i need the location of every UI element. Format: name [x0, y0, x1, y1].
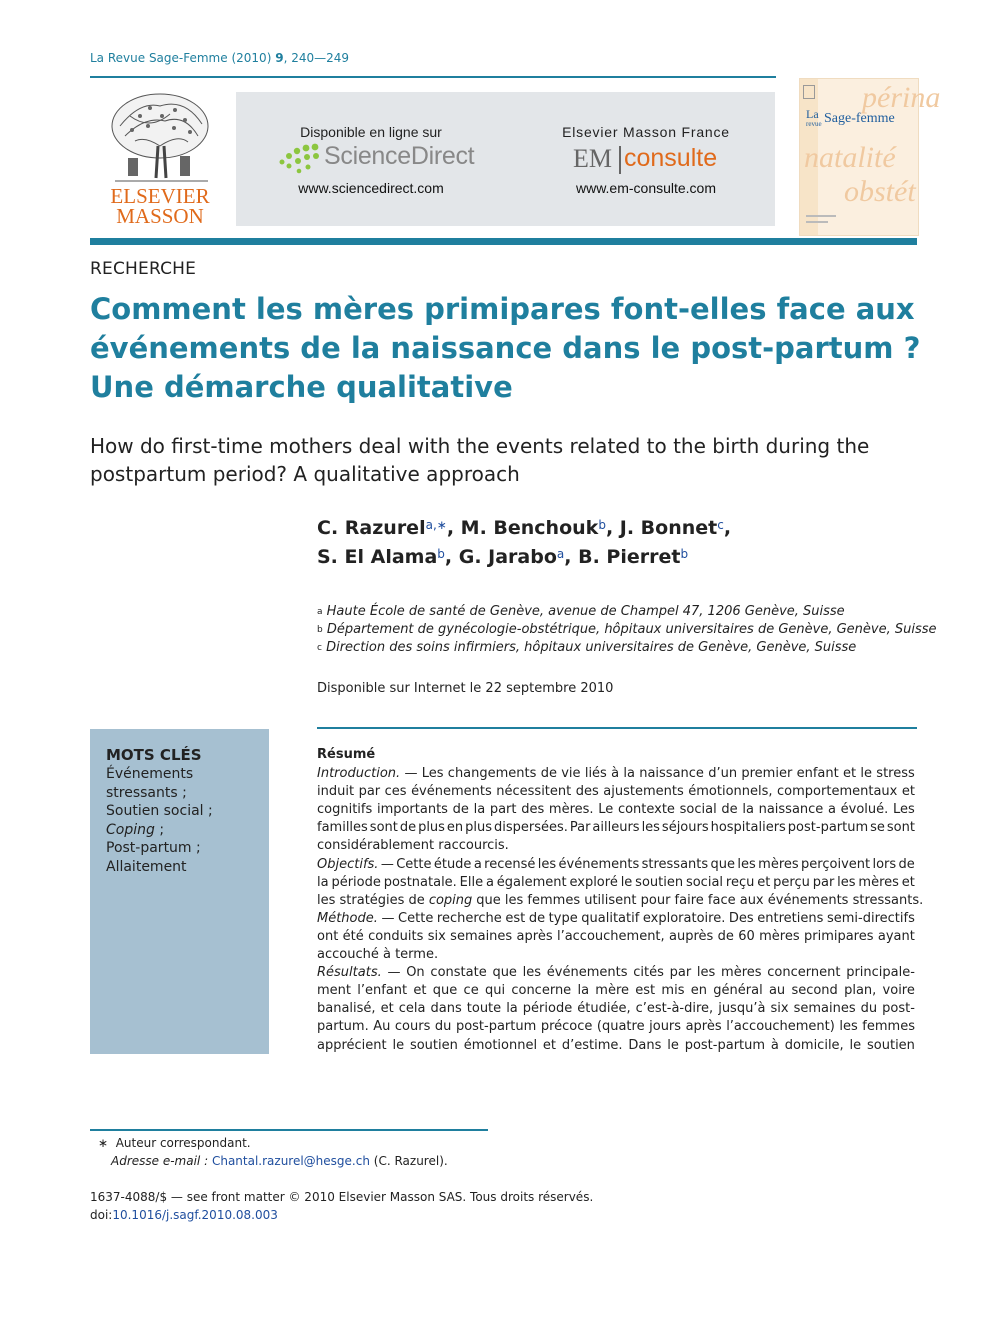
abstract-line: induit par ces événements nécessitent des ajustements émotionnels, comportementaux et: [317, 784, 915, 800]
affiliation-item: [317, 603, 937, 621]
keyword-item: Coping: [106, 821, 155, 838]
sd-heading: Disponible en ligne sur: [300, 124, 442, 140]
abstract: [317, 746, 924, 1055]
author-affil-sup[interactable]: b: [437, 547, 445, 561]
abstract-italic-coping: coping: [428, 892, 473, 908]
cover-bg-word-2: natalité: [804, 141, 896, 174]
affiliations: [317, 603, 937, 657]
footnote-email-suffix: (C. Razurel).: [373, 1154, 448, 1168]
title-line: événements de la naissance dans le post-partum ?: [90, 331, 921, 365]
author-affil-sup[interactable]: a,∗: [425, 518, 447, 532]
abstract-text: les stratégies de: [317, 892, 425, 908]
author-name[interactable]: , J. Bonnet: [605, 517, 718, 539]
keyword-item: Soutien social ;: [106, 803, 213, 819]
affiliation-sup: a: [317, 607, 323, 617]
footnote-email-label: Adresse e-mail :: [111, 1154, 209, 1168]
author-affil-sup[interactable]: b: [680, 547, 689, 561]
subtitle-line: How do first-time mothers deal with the events related to the birth during the: [90, 434, 870, 458]
footnote-author-label: Auteur correspondant.: [115, 1136, 251, 1150]
footnote-star: ∗: [98, 1136, 109, 1150]
sd-url[interactable]: www.sciencedirect.com: [298, 180, 444, 196]
author-list: [317, 514, 731, 572]
sciencedirect-logo[interactable]: [276, 142, 476, 176]
abstract-text: que les femmes utilisent pour faire face aux événements stressants.: [476, 892, 924, 908]
abstract-line: partum. Au cours du post-partum précoce (quatre jours après l’accouchement) les femmes: [317, 1019, 915, 1035]
keyword-item: Événements: [106, 766, 194, 782]
affiliation-item: [317, 621, 937, 639]
abstract-line: ont été conduits six semaines après l’accouchement, auprès de 60 mères primipares ayant: [317, 928, 915, 944]
keyword-item: Allaitement: [106, 858, 187, 875]
journal-pages: , 240—249: [283, 51, 349, 65]
cover-publisher-icon: [803, 85, 815, 99]
abstract-line: Méthode. — Cette recherche est de type qualitatif exploratoire. Des entretiens semi-directifs: [317, 910, 915, 926]
cover-revue: revue: [806, 120, 822, 128]
header-thick-rule: [90, 238, 917, 245]
journal-name: La Revue Sage-Femme: [90, 51, 228, 65]
abstract-line: apprécient le soutien émotionnel et d’estime. Dans le post-partum à domicile, le soutien: [317, 1037, 915, 1053]
abstract-line: la période postnatale. Elle a également exploré le soutien social reçu et perçu par les mères et: [317, 874, 915, 890]
emconsulte-block: [536, 92, 756, 226]
cover-bg-word-3: obstét: [844, 175, 916, 208]
article-title: [90, 290, 920, 407]
title-line: Comment les mères primipares font-elles face aux: [90, 292, 915, 326]
elsevier-masson-logo: [90, 86, 230, 228]
issn-line: 1637-4088/$ — see front matter © 2010 Elsevier Masson SAS. Tous droits réservés.: [90, 1190, 594, 1204]
author-affil-sup[interactable]: c: [717, 518, 724, 532]
abstract-line: accouché à terme.: [317, 947, 439, 963]
section-label: RECHERCHE: [90, 259, 197, 279]
abstract-line: banalisé, et cela dans toute la période étudiée, c’est-à-dire, jusqu’à six semaines du post-: [317, 1001, 915, 1017]
author-name[interactable]: S. El Alama: [317, 546, 438, 568]
abstract-line: [317, 892, 924, 910]
abstract-line: Introduction. — Les changements de vie liés à la naissance d’un premier enfant et le stress: [317, 766, 915, 782]
article-english-title: [90, 432, 920, 488]
journal-cover-thumbnail: [799, 78, 941, 236]
keyword-separator: ;: [154, 821, 165, 838]
sciencedirect-dots-icon: [276, 142, 324, 176]
affiliation-text: Direction des soins infirmiers, hôpitaux universitaires de Genève, Genève, Suisse: [326, 640, 857, 655]
author-name[interactable]: , G. Jarabo: [444, 546, 557, 568]
em-url[interactable]: www.em-consulte.com: [575, 180, 717, 196]
abstract-line: familles sont de plus en plus dispersées. Par ailleurs les séjours hospitaliers post-partum se sont: [317, 820, 915, 836]
abstract-heading: Résumé: [317, 747, 376, 762]
journal-volume: 9: [275, 51, 284, 65]
logo-masson-text: MASSON: [116, 204, 204, 228]
affiliation-item: [317, 639, 937, 657]
footnote-rule: [90, 1129, 488, 1131]
abstract-line: cognitifs importants de la part des mères. Le contexte social de la naissance a évolué. Les: [317, 802, 915, 818]
cover-la: La: [806, 107, 819, 121]
cover-title: Sage-femme: [824, 111, 895, 126]
affiliation-text: Département de gynécologie-obstétrique, hôpitaux universitaires de Genève, Genève, Suisse: [326, 622, 937, 637]
doi-link[interactable]: 10.1016/j.sagf.2010.08.003: [112, 1208, 278, 1222]
abstract-line: Résultats. — On constate que les événements cités par les mères concernent principale-: [317, 965, 915, 981]
em-heading: Elsevier Masson France: [562, 124, 730, 140]
doi-label: doi:: [90, 1208, 113, 1222]
cover-bg-word-1: périna: [862, 81, 941, 114]
footnote: [98, 1134, 448, 1170]
author-name[interactable]: , B. Pierret: [564, 546, 681, 568]
journal-reference: [90, 51, 349, 65]
keywords-title: MOTS CLÉS: [106, 746, 202, 764]
journal-year: (2010): [231, 51, 272, 65]
copyright-block: [90, 1188, 593, 1224]
abstract-rule: [317, 727, 917, 729]
abstract-line: Objectifs. — Cette étude a recensé les événements stressants que les mères perçoivent lors de: [317, 856, 915, 872]
affiliation-text: Haute École de santé de Genève, avenue de Champel 47, 1206 Genève, Suisse: [326, 604, 845, 619]
abstract-line: considérablement raccourcis.: [317, 838, 509, 854]
online-date: Disponible sur Internet le 22 septembre 2010: [317, 681, 614, 696]
affiliation-sup: c: [317, 643, 322, 653]
author-name[interactable]: C. Razurel: [317, 517, 426, 539]
author-affil-sup[interactable]: b: [598, 518, 606, 532]
author-name[interactable]: , M. Benchouk: [446, 517, 599, 539]
keyword-item: Post-partum ;: [106, 840, 201, 856]
emconsulte-logo[interactable]: [546, 144, 746, 178]
abstract-line: ment l’enfant et que ce qui concerne la mère est mis en général au second plan, voire: [317, 983, 915, 999]
footnote-email-link[interactable]: Chantal.razurel@hesge.ch: [211, 1154, 370, 1168]
author-separator: ,: [723, 517, 732, 539]
em-logo-divider: [619, 146, 621, 174]
logo-elsevier-text: ELSEVIER: [110, 184, 210, 208]
keyword-item: stressants ;: [106, 784, 187, 801]
affiliation-sup: b: [317, 625, 323, 635]
top-rule: [90, 76, 776, 78]
keywords-box: [90, 729, 269, 1054]
author-affil-sup[interactable]: a: [556, 547, 565, 561]
availability-banner: [236, 92, 775, 226]
sciencedirect-block: [266, 92, 476, 226]
sd-logo-text: ScienceDirect: [324, 142, 475, 170]
title-line: Une démarche qualitative: [90, 370, 513, 404]
em-logo-consulte: consulte: [624, 144, 718, 172]
subtitle-line: postpartum period? A qualitative approach: [90, 462, 520, 486]
keywords-list: [106, 765, 213, 876]
em-logo-em: EM: [573, 144, 612, 173]
